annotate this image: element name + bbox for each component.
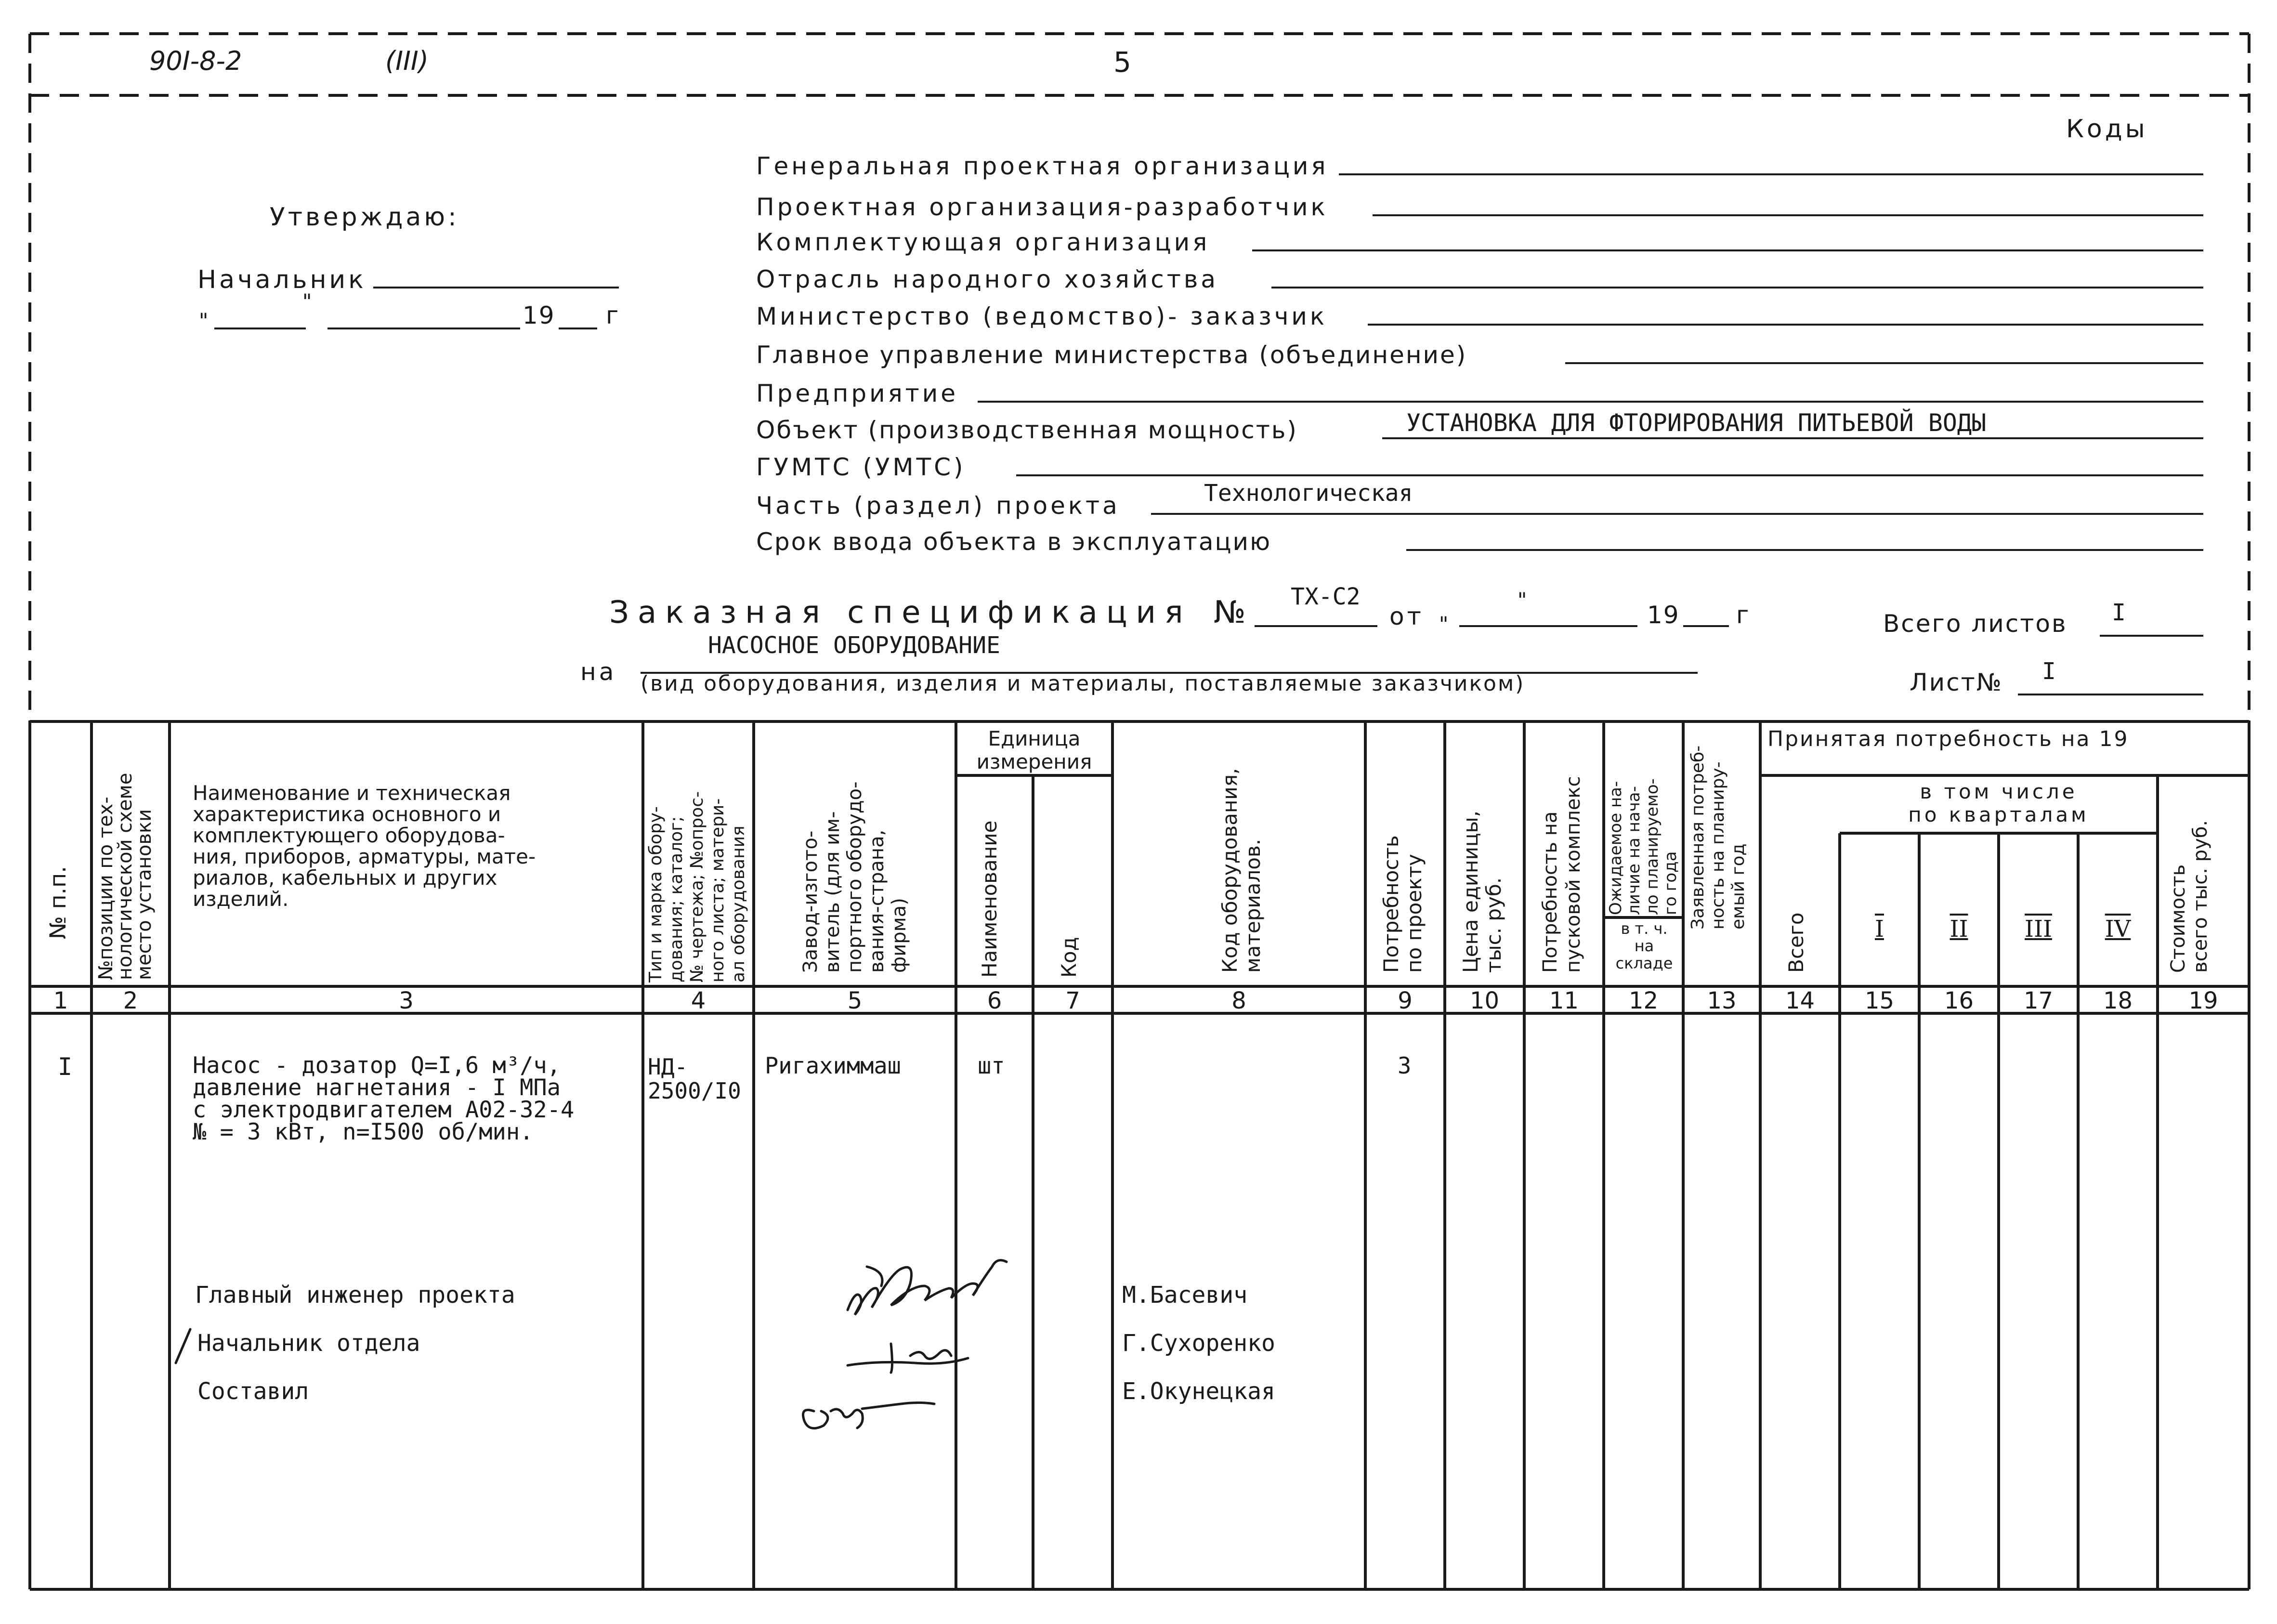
album-number: (III) bbox=[385, 46, 429, 76]
col-header-position-line: нологической схеме bbox=[114, 773, 136, 980]
col-header-manufacturer-line: Завод-изгото- bbox=[799, 830, 822, 973]
sheet-no-label: Лист№ bbox=[1910, 668, 2003, 696]
spec-title: Заказная спецификация bbox=[609, 595, 1192, 630]
signature-name-department-head: Г.Сухоренко bbox=[1122, 1330, 1275, 1357]
col-header-equipment-code bbox=[1218, 768, 1265, 973]
col-header-position-line: место установки bbox=[133, 809, 156, 980]
col-header-name-line: характеристика основного и bbox=[193, 802, 501, 826]
for-label: на bbox=[580, 658, 617, 686]
col-header-quarters-line: по кварталам bbox=[1908, 803, 2089, 826]
column-number: 6 bbox=[987, 987, 1002, 1014]
spec-date-line bbox=[1459, 625, 1637, 627]
field-object-value: УСТАНОВКА ДЛЯ ФТОРИРОВАНИЯ ПИТЬЕВОЙ ВОДЫ bbox=[1406, 409, 1987, 437]
col-header-expected-stock-line: го года bbox=[1661, 851, 1680, 915]
col-header-type-line: ного листа; матери- bbox=[708, 798, 728, 982]
row-name bbox=[193, 1052, 575, 1145]
col-header-stock-sub-line: на bbox=[1634, 937, 1654, 955]
codes-label: Коды bbox=[2066, 115, 2148, 144]
col-header-declared-need-line: емый год bbox=[1728, 843, 1748, 930]
approval-year-prefix: 19 bbox=[523, 301, 555, 329]
field-part-line bbox=[1151, 513, 2203, 515]
col-header-equipment-code-line: материалов. bbox=[1241, 838, 1265, 973]
field-object-label: Объект (производственная мощность) bbox=[756, 416, 1298, 444]
signature-name-compiler: Е.Окунецкая bbox=[1122, 1378, 1275, 1405]
signature-role-chief-engineer: Главный инженер проекта bbox=[195, 1282, 515, 1309]
row-name-line: давление нагнетания - I МПа bbox=[193, 1074, 561, 1101]
col-header-stock-sub-line: складе bbox=[1615, 954, 1673, 972]
spec-year-line bbox=[1683, 625, 1729, 627]
approval-quote-open: " bbox=[197, 309, 210, 332]
field-part-label: Часть (раздел) проекта bbox=[756, 492, 1120, 520]
col-header-type-line: № чертежа; №опрос- bbox=[687, 791, 707, 982]
col-header-position-line: №позиции по тех- bbox=[95, 797, 117, 980]
equipment-caption: (вид оборудования, изделия и материалы, поставляемые заказчиком) bbox=[641, 671, 1525, 696]
col-header-expected-stock-line: ло планируемо- bbox=[1643, 778, 1662, 915]
column-number: 3 bbox=[399, 987, 414, 1014]
col-header-type-line: Тип и марка обору- bbox=[646, 806, 666, 982]
field-industry-label: Отрасль народного хозяйства bbox=[756, 265, 1218, 293]
doc-number: 90I-8-2 bbox=[149, 46, 242, 76]
col-header-quarters-group bbox=[1840, 780, 2158, 826]
col-header-stock-sub bbox=[1606, 920, 1683, 972]
column-number: 9 bbox=[1398, 987, 1413, 1014]
field-ministry-label: Министерство (ведомство)- заказчик bbox=[756, 302, 1328, 330]
row-name-line: № = 3 кВт, n=I500 об/мин. bbox=[193, 1119, 534, 1145]
field-enterprise-line bbox=[978, 401, 2203, 403]
col-header-qty-project-line: Потребность bbox=[1379, 835, 1403, 973]
field-main-directorate-label: Главное управление министерства (объединение) bbox=[756, 341, 1467, 369]
approval-quote-close: " bbox=[301, 289, 314, 313]
approve-title: Утверждаю: bbox=[270, 203, 459, 232]
col-header-unit-price-line: тыс. руб. bbox=[1482, 877, 1505, 973]
col-header-expected-stock bbox=[1607, 778, 1680, 915]
col-header-manufacturer-line: витель (для им- bbox=[822, 811, 844, 973]
row-qty-project: 3 bbox=[1398, 1053, 1412, 1079]
col-header-expected-stock-line: Ожидаемое на- bbox=[1606, 781, 1625, 915]
col-header-qty-project bbox=[1380, 835, 1426, 973]
column-number: 18 bbox=[2103, 987, 2133, 1014]
column-number: 4 bbox=[691, 987, 706, 1014]
chief-line bbox=[373, 287, 619, 288]
col-header-manufacturer-line: фирма) bbox=[888, 898, 910, 973]
column-number: 8 bbox=[1231, 987, 1246, 1014]
spec-year-prefix: 19 bbox=[1647, 601, 1680, 629]
field-commissioning-label: Срок ввода объекта в эксплуатацию bbox=[756, 528, 1272, 556]
row-type-line: 2500/I0 bbox=[648, 1078, 741, 1104]
col-header-name-line: риалов, кабельных и других bbox=[193, 866, 497, 890]
field-design-org-label: Проектная организация-разработчик bbox=[756, 193, 1328, 221]
spec-quote-close: " bbox=[1516, 588, 1529, 612]
col-header-manufacturer-line: портного оборудо- bbox=[844, 781, 866, 973]
col-header-unit-price bbox=[1459, 811, 1505, 973]
approval-day-line bbox=[214, 327, 306, 329]
col-header-unit-name: Наименование bbox=[978, 820, 1001, 978]
column-number: 15 bbox=[1864, 987, 1895, 1014]
col-header-unit-group: Единица измерения bbox=[976, 727, 1092, 773]
column-number: 16 bbox=[1944, 987, 1974, 1014]
spec-number-line bbox=[1255, 625, 1377, 627]
col-header-type bbox=[645, 791, 749, 982]
row-number: I bbox=[58, 1053, 73, 1081]
col-header-position bbox=[96, 773, 154, 980]
col-header-equipment-code-line: Код оборудования, bbox=[1218, 768, 1242, 973]
approval-month-line bbox=[327, 327, 520, 329]
col-header-no: № п.п. bbox=[45, 866, 71, 939]
signature-name-chief-engineer: М.Басевич bbox=[1122, 1282, 1248, 1309]
field-enterprise-label: Предприятие bbox=[756, 380, 959, 407]
field-gumts-label: ГУМТС (УМТС) bbox=[756, 453, 966, 481]
field-part-value: Технологическая bbox=[1204, 480, 1413, 507]
column-number: 13 bbox=[1707, 987, 1737, 1014]
col-header-q2: II bbox=[1950, 916, 1968, 943]
spec-number-label: № bbox=[1214, 595, 1249, 630]
col-header-quarters-line: в том числе bbox=[1920, 780, 2078, 803]
page-number: 5 bbox=[1113, 46, 1131, 79]
column-number: 5 bbox=[847, 987, 863, 1014]
col-header-type-line: дования; каталог; bbox=[667, 816, 686, 982]
total-sheets-value: I bbox=[2112, 599, 2126, 626]
col-header-name-line: комплектующего оборудова- bbox=[193, 824, 505, 847]
chief-label: Начальник bbox=[197, 265, 366, 294]
col-header-q1: I bbox=[1875, 916, 1884, 943]
row-type bbox=[648, 1055, 741, 1103]
field-commissioning-line bbox=[1406, 549, 2203, 551]
col-header-q4: IV bbox=[2105, 916, 2131, 943]
col-header-cost-line: всего тыс. руб. bbox=[2189, 820, 2212, 973]
row-unit-name: шт bbox=[978, 1053, 1005, 1079]
total-sheets-label: Всего листов bbox=[1883, 610, 2068, 638]
col-header-unit-code: Код bbox=[1057, 937, 1081, 978]
field-ministry-line bbox=[1368, 324, 2203, 326]
col-header-declared-need-line: ность на планиру- bbox=[1708, 761, 1728, 930]
column-number: 11 bbox=[1549, 987, 1579, 1014]
col-header-declared-need-line: Заявленная потреб- bbox=[1688, 745, 1708, 930]
field-general-org-line bbox=[1339, 173, 2203, 175]
col-header-launch-need-line: Потребность на bbox=[1539, 811, 1561, 973]
col-header-cost bbox=[2167, 820, 2212, 973]
column-number: 2 bbox=[123, 987, 138, 1014]
col-header-declared-need bbox=[1688, 746, 1749, 930]
column-number: 12 bbox=[1628, 987, 1659, 1014]
approval-year-suffix: г bbox=[606, 301, 622, 329]
field-main-directorate-line bbox=[1565, 362, 2203, 364]
sheet-no-line bbox=[2018, 694, 2203, 695]
row-name-line: Насос - дозатор Q=I,6 м³/ч, bbox=[193, 1052, 561, 1079]
col-header-cost-line: Стоимость bbox=[2167, 864, 2189, 973]
column-number: 19 bbox=[2188, 987, 2218, 1014]
col-header-type-line: ал оборудования bbox=[729, 825, 748, 982]
column-number: 14 bbox=[1785, 987, 1815, 1014]
col-header-accepted-group: Принятая потребность на 19 bbox=[1767, 727, 2129, 751]
equipment-type: НАСОСНОЕ ОБОРУДОВАНИЕ bbox=[708, 632, 1000, 659]
signature-role-compiler: Составил bbox=[197, 1378, 309, 1405]
row-type-line: НД- bbox=[648, 1054, 688, 1080]
spec-number: ТХ-С2 bbox=[1291, 583, 1361, 610]
spec-date-from: от bbox=[1389, 602, 1424, 630]
col-header-name-line: изделий. bbox=[193, 887, 289, 911]
col-header-total: Всего bbox=[1784, 912, 1808, 973]
col-header-manufacturer bbox=[799, 782, 910, 973]
col-header-launch-need bbox=[1539, 776, 1585, 973]
column-number: 10 bbox=[1469, 987, 1500, 1014]
col-header-manufacturer-line: вания-страна, bbox=[866, 829, 888, 973]
field-design-org-line bbox=[1373, 214, 2203, 216]
column-number: 7 bbox=[1065, 987, 1080, 1014]
field-industry-line bbox=[1271, 287, 2203, 288]
spec-quote-open: " bbox=[1438, 612, 1450, 636]
col-header-launch-need-line: пусковой комплекс bbox=[1562, 776, 1584, 973]
spec-year-suffix: г bbox=[1736, 601, 1752, 629]
col-header-qty-project-line: по проекту bbox=[1402, 854, 1426, 973]
col-header-name bbox=[193, 783, 536, 910]
column-number: 17 bbox=[2023, 987, 2054, 1014]
row-manufacturer: Ригахиммаш bbox=[765, 1053, 901, 1079]
col-header-name-line: ния, приборов, арматуры, мате- bbox=[193, 845, 536, 868]
col-header-stock-sub-line: в т. ч. bbox=[1621, 919, 1668, 938]
field-supply-org-label: Комплектующая организация bbox=[756, 228, 1210, 256]
field-gumts-line bbox=[1016, 474, 2203, 476]
col-header-q3: III bbox=[2025, 916, 2052, 943]
col-header-name-line: Наименование и техническая bbox=[193, 781, 511, 805]
sheet-no-value: I bbox=[2042, 658, 2056, 685]
col-header-unit-price-line: Цена единицы, bbox=[1459, 810, 1482, 973]
signature-role-department-head: Начальник отдела bbox=[197, 1330, 420, 1357]
col-header-expected-stock-line: личие на нача- bbox=[1624, 786, 1644, 915]
approval-year-line bbox=[559, 327, 597, 329]
column-number: 1 bbox=[53, 987, 68, 1014]
field-supply-org-line bbox=[1252, 249, 2203, 251]
total-sheets-line bbox=[2100, 635, 2203, 637]
field-object-line bbox=[1382, 437, 2203, 439]
row-name-line: с электродвигателем А02-32-4 bbox=[193, 1097, 575, 1123]
field-general-org-label: Генеральная проектная организация bbox=[756, 152, 1329, 180]
